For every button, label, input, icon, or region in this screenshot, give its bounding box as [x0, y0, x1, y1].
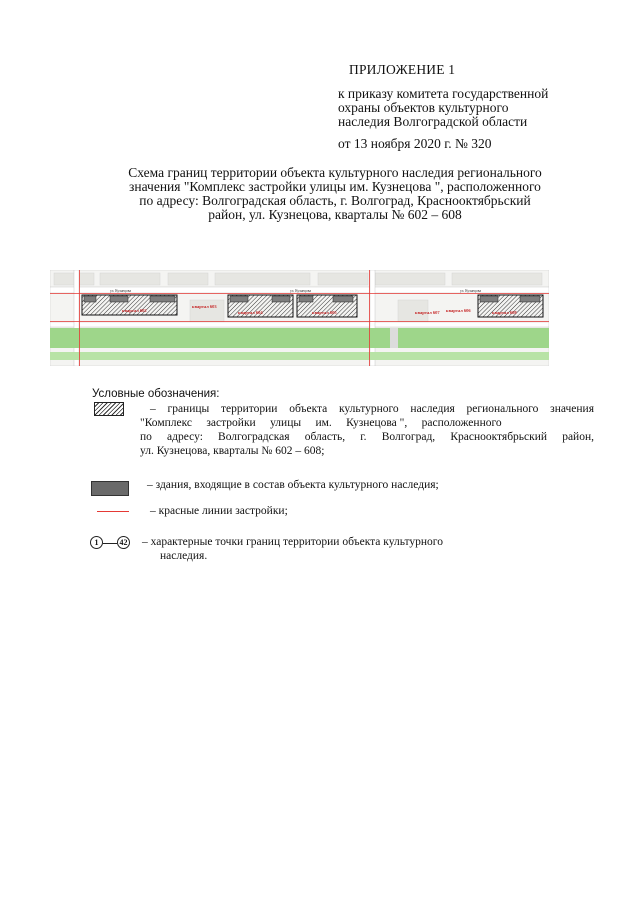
block-label-605: квартал 605	[312, 310, 337, 315]
legend-points-line-1: – характерные точки границ территории объекта культурного	[142, 536, 443, 548]
legend-building-swatch	[91, 481, 129, 496]
order-line-3: наследия Волгоградской области	[338, 114, 528, 129]
legend-territory-swatch	[94, 402, 124, 416]
cross-street-1	[74, 270, 79, 366]
legend-territory-line-1: – границы территории объекта культурного наследия регионального значения	[150, 403, 594, 415]
legend-points-line-2: наследия.	[160, 550, 208, 562]
green-boulevard	[50, 328, 549, 348]
street-label-3: ул. Кузнецова	[460, 289, 482, 293]
scheme-title-line-3: по адресу: Волгоградская область, г. Волгоград, Краснооктябрьский	[139, 193, 531, 208]
square-path	[390, 328, 398, 348]
block-label-606: квартал 606	[446, 308, 471, 313]
boundary-map	[50, 270, 549, 366]
green-strip	[50, 352, 549, 360]
point-from-icon: 1	[90, 536, 103, 549]
street-south	[50, 322, 549, 327]
order-line-2: охраны объектов культурного	[338, 100, 509, 115]
block-label-603: квартал 603	[192, 304, 217, 309]
scheme-title-line-2: значения "Комплекс застройки улицы им. Кузнецова ", расположенного	[129, 179, 541, 194]
scheme-title	[80, 166, 590, 222]
legend-redlines-text: – красные линии застройки;	[150, 505, 288, 517]
block-label-602: квартал 602	[122, 308, 147, 313]
order-line-1: к приказу комитета государственной	[338, 86, 549, 101]
scheme-title-line-4: район, ул. Кузнецова, кварталы № 602 – 608	[208, 207, 462, 222]
legend-territory-line-4: ул. Кузнецова, кварталы № 602 – 608;	[140, 445, 325, 457]
block-label-604: квартал 604	[238, 310, 263, 315]
street-label-2: ул. Кузнецова	[290, 289, 312, 293]
legend-heading: Условные обозначения:	[92, 388, 220, 400]
block-label-607: квартал 607	[415, 310, 440, 315]
order-date-line: от 13 ноября 2020 г. № 320	[338, 136, 492, 151]
appendix-title: ПРИЛОЖЕНИЕ 1	[349, 62, 456, 77]
cross-street-2	[370, 270, 375, 366]
point-to-icon: 42	[117, 536, 130, 549]
scheme-title-line-1: Схема границ территории объекта культурного наследия регионального	[128, 165, 542, 180]
legend-redline-swatch	[97, 511, 129, 512]
legend-buildings-text: – здания, входящие в состав объекта культурного наследия;	[147, 479, 439, 491]
street-label-1: ул. Кузнецова	[110, 289, 132, 293]
point-connector-line	[103, 543, 117, 544]
legend-territory-line-3: по адресу: Волгоградская область, г. Волгоград, Краснооктябрьский район,	[140, 431, 594, 443]
block-label-608: квартал 608	[492, 310, 517, 315]
legend-territory-line-2: "Комплекс застройки улицы им. Кузнецова ", расположенного	[140, 417, 502, 429]
legend-points-symbol	[90, 536, 132, 550]
